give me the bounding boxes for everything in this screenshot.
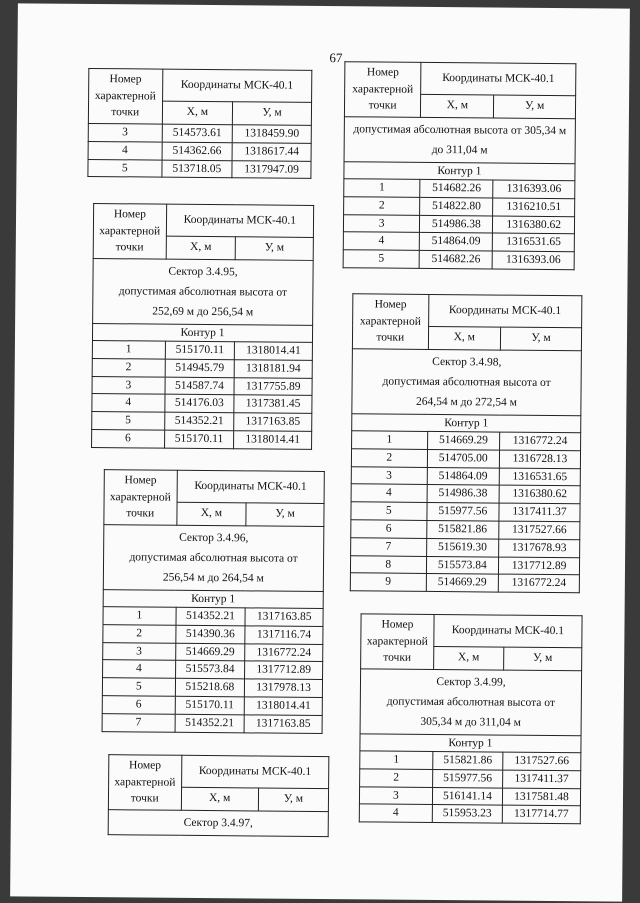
coord-table — [87, 68, 312, 179]
document-page — [10, 3, 630, 901]
coord-table — [359, 613, 583, 824]
x-column-header: Х, м — [181, 787, 258, 811]
point-number: 5 — [102, 678, 175, 696]
y-coordinate: 1317163.85 — [234, 413, 312, 431]
table-row — [92, 376, 312, 396]
coord-table — [91, 203, 314, 450]
y-coordinate: 1317947.09 — [232, 160, 311, 178]
point-number: 1 — [360, 751, 433, 769]
sector-line: 256,54 м до 264,54 м — [162, 571, 264, 585]
y-column-header: У, м — [233, 101, 312, 125]
coordinates-header: Координаты МСК-40.1 — [434, 615, 582, 648]
x-coordinate: 514352.21 — [176, 607, 246, 625]
y-coordinate: 1317978.13 — [245, 679, 323, 697]
point-number: 1 — [92, 341, 165, 359]
point-number-header: Номер характерной точки — [108, 755, 181, 811]
point-number: 1 — [352, 431, 428, 449]
sector-line: Сектор 3.4.97, — [183, 816, 253, 830]
sector-line: допустимая абсолютная высота от — [129, 551, 298, 565]
table-row — [360, 751, 581, 771]
point-number-header: Номер характерной точки — [93, 204, 166, 260]
y-coordinate: 1316772.24 — [498, 574, 579, 593]
point-number-header: Номер характерной точки — [104, 470, 177, 526]
sector-description — [108, 810, 328, 837]
y-coordinate: 1317381.45 — [234, 395, 312, 413]
contour-label: Контур 1 — [344, 162, 575, 181]
y-coordinate: 1316393.06 — [492, 251, 574, 270]
y-coordinate: 1317581.48 — [502, 788, 580, 806]
x-coordinate: 513718.05 — [161, 160, 232, 178]
x-coordinate: 515573.84 — [175, 661, 245, 679]
x-column-header: Х, м — [166, 236, 236, 260]
y-coordinate: 1316380.62 — [493, 216, 575, 235]
y-coordinate: 1317116.74 — [245, 626, 323, 644]
sector-description — [93, 259, 314, 326]
sector-line: Сектор 3.4.98, — [432, 355, 502, 369]
x-coordinate: 515218.68 — [175, 678, 245, 696]
table-row — [102, 713, 322, 733]
table-row — [102, 696, 322, 716]
x-coordinate: 514669.29 — [427, 431, 500, 449]
point-number: 4 — [359, 804, 432, 822]
point-number: 5 — [88, 159, 162, 177]
table-row — [360, 769, 581, 789]
point-number: 6 — [102, 696, 175, 714]
y-column-header: У, м — [235, 236, 313, 260]
coord-table — [350, 293, 583, 593]
x-coordinate: 515170.11 — [165, 341, 235, 359]
x-coordinate: 514864.09 — [419, 233, 492, 251]
point-number: 4 — [92, 394, 165, 412]
table-row — [351, 520, 580, 540]
table-row — [92, 430, 312, 450]
table-row — [343, 232, 574, 252]
coordinates-header: Координаты МСК-40.1 — [166, 204, 314, 237]
x-coordinate: 515977.56 — [426, 503, 499, 521]
table-row — [344, 179, 575, 199]
x-coordinate: 514390.36 — [175, 625, 245, 643]
x-coordinate: 515821.86 — [433, 752, 503, 770]
point-number: 3 — [343, 214, 419, 232]
x-coordinate: 514352.21 — [164, 412, 234, 430]
altitude-range: допустимая абсолютная высота от 305,34 м до 311,04 м — [344, 117, 575, 164]
x-coordinate: 515821.86 — [426, 520, 499, 538]
table-row — [103, 624, 323, 644]
point-number: 2 — [103, 624, 176, 642]
point-number: 4 — [343, 232, 419, 250]
x-coordinate: 514362.66 — [162, 142, 233, 160]
x-coordinate: 515170.11 — [164, 430, 234, 448]
x-coordinate: 514573.61 — [162, 124, 233, 142]
y-coordinate: 1316531.65 — [493, 233, 575, 252]
contour-label: Контур 1 — [92, 324, 312, 343]
y-coordinate: 1317712.89 — [245, 661, 323, 679]
x-coordinate: 514176.03 — [164, 395, 234, 413]
table-row — [350, 555, 579, 575]
table-row — [103, 607, 323, 627]
point-number-header: Номер характерной точки — [344, 62, 421, 118]
point-number: 4 — [351, 484, 427, 502]
y-coordinate: 1318014.41 — [235, 342, 313, 360]
table-row — [103, 642, 323, 662]
point-number: 8 — [350, 555, 426, 573]
x-coordinate: 514669.29 — [426, 574, 499, 592]
y-coordinate: 1317712.89 — [499, 557, 580, 576]
y-coordinate: 1317163.85 — [244, 715, 322, 733]
point-number: 2 — [92, 358, 165, 376]
y-coordinate: 1317163.85 — [245, 608, 323, 626]
y-coordinate: 1316728.13 — [499, 450, 580, 469]
x-coordinate: 515573.84 — [426, 556, 499, 574]
x-coordinate: 514864.09 — [427, 467, 500, 485]
coordinates-header: Координаты МСК-40.1 — [421, 62, 576, 95]
x-column-header: Х, м — [434, 646, 504, 670]
y-coordinate: 1317714.77 — [502, 806, 580, 824]
y-coordinate: 1316772.24 — [245, 643, 323, 661]
point-number: 6 — [351, 520, 427, 538]
x-coordinate: 514682.26 — [420, 179, 493, 197]
y-column-header: У, м — [494, 95, 576, 119]
y-coordinate: 1317678.93 — [499, 539, 580, 558]
sector-description — [103, 525, 324, 592]
x-column-header: Х, м — [428, 326, 501, 350]
y-coordinate: 1318014.41 — [234, 431, 312, 449]
contour-label: Контур 1 — [103, 590, 323, 609]
point-number: 3 — [351, 466, 427, 484]
sector-line: 305,34 м до 311,04 м — [420, 715, 521, 729]
y-coordinate: 1318181.94 — [234, 360, 312, 378]
y-coordinate: 1318014.41 — [244, 697, 322, 715]
point-number: 5 — [92, 412, 165, 430]
x-coordinate: 514669.29 — [175, 643, 245, 661]
x-coordinate: 515977.56 — [433, 769, 503, 787]
y-coordinate: 1318459.90 — [232, 125, 311, 143]
point-number: 5 — [351, 502, 427, 520]
table-row — [351, 538, 580, 558]
x-coordinate: 514822.80 — [420, 197, 493, 215]
table-row — [350, 573, 579, 593]
x-column-header: Х, м — [421, 94, 494, 118]
x-coordinate: 515953.23 — [432, 805, 502, 823]
table-row — [351, 466, 580, 486]
coordinates-header: Координаты МСК-40.1 — [177, 470, 325, 503]
table-row — [102, 678, 322, 698]
coordinates-header: Координаты МСК-40.1 — [162, 69, 312, 102]
y-coordinate: 1316380.62 — [499, 485, 580, 504]
sector-line: допустимая абсолютная высота от — [118, 285, 288, 299]
x-coordinate: 514352.21 — [175, 714, 245, 732]
contour-label: Контур 1 — [360, 734, 581, 753]
y-coordinate: 1318617.44 — [232, 143, 311, 161]
table-row — [92, 412, 312, 432]
contour-label: Контур 1 — [352, 414, 581, 433]
sector-line: 252,69 м до 256,54 м — [152, 305, 254, 319]
point-number: 3 — [359, 786, 432, 804]
y-coordinate: 1316531.65 — [499, 468, 580, 487]
y-coordinate: 1316772.24 — [500, 432, 581, 451]
x-coordinate: 515619.30 — [426, 538, 499, 556]
point-number: 3 — [88, 123, 162, 141]
y-column-header: У, м — [500, 327, 581, 351]
point-number: 4 — [88, 141, 162, 159]
point-number: 6 — [92, 430, 165, 448]
table-row — [351, 484, 580, 504]
table-row — [92, 341, 312, 361]
y-coordinate: 1317527.66 — [499, 521, 580, 540]
sector-line: допустимая абсолютная высота от — [382, 375, 551, 390]
x-coordinate: 514945.79 — [165, 359, 235, 377]
sector-line: допустимая абсолютная высота от — [386, 695, 555, 710]
y-coordinate: 1317411.37 — [499, 503, 580, 522]
y-coordinate: 1317755.89 — [234, 377, 312, 395]
point-number: 5 — [343, 250, 419, 268]
point-number-header: Номер характерной точки — [88, 68, 162, 124]
table-row — [88, 159, 311, 179]
point-number: 1 — [344, 179, 420, 197]
y-coordinate: 1317527.66 — [503, 752, 581, 770]
table-row — [351, 449, 580, 469]
x-coordinate: 515170.11 — [175, 696, 245, 714]
x-coordinate: 514986.38 — [427, 485, 500, 503]
x-coordinate: 514682.26 — [419, 251, 492, 269]
table-row — [103, 660, 323, 680]
coord-table — [343, 61, 577, 270]
y-column-header: У, м — [504, 647, 582, 671]
x-coordinate: 514986.38 — [420, 215, 493, 233]
x-column-header: Х, м — [162, 101, 233, 125]
point-number: 7 — [351, 538, 427, 556]
table-row — [88, 123, 311, 143]
table-row — [92, 358, 312, 378]
point-number: 2 — [360, 769, 433, 787]
table-row — [351, 502, 580, 522]
table-row — [344, 197, 575, 217]
coordinates-header: Координаты МСК-40.1 — [428, 294, 582, 327]
sector-description — [352, 349, 582, 416]
sector-line: Сектор 3.4.99, — [436, 676, 506, 689]
table-row — [352, 431, 581, 451]
point-number: 9 — [350, 573, 426, 591]
coord-table — [102, 469, 325, 734]
table-row — [343, 214, 574, 234]
point-number-header: Номер характерной точки — [361, 614, 434, 670]
point-number: 2 — [351, 449, 427, 467]
point-number: 1 — [103, 607, 176, 625]
point-number: 4 — [103, 660, 176, 678]
point-number: 3 — [92, 376, 165, 394]
point-number: 7 — [102, 713, 175, 731]
x-coordinate: 514705.00 — [427, 449, 500, 467]
x-coordinate: 514587.74 — [165, 377, 235, 395]
point-number: 3 — [103, 642, 176, 660]
y-coordinate: 1317411.37 — [502, 770, 580, 788]
sector-line: 264,54 м до 272,54 м — [415, 395, 517, 409]
point-number-header: Номер характерной точки — [352, 294, 428, 350]
coord-table — [108, 754, 330, 837]
y-column-header: У, м — [258, 788, 328, 812]
page-number: 67 — [329, 50, 343, 66]
x-coordinate: 516141.14 — [432, 787, 502, 805]
table-row — [359, 786, 580, 806]
point-number: 2 — [344, 197, 420, 215]
table-row — [92, 394, 312, 414]
table-row — [88, 141, 311, 161]
sector-description — [360, 669, 582, 736]
sector-line: Сектор 3.4.96, — [179, 531, 249, 545]
y-coordinate: 1316210.51 — [493, 198, 575, 217]
y-column-header: У, м — [246, 502, 324, 526]
table-row — [359, 804, 580, 824]
sector-line: Сектор 3.4.95, — [168, 265, 238, 279]
x-column-header: Х, м — [176, 502, 246, 526]
table-row — [343, 250, 574, 270]
coordinates-header: Координаты МСК-40.1 — [181, 755, 329, 788]
y-coordinate: 1316393.06 — [493, 180, 575, 199]
